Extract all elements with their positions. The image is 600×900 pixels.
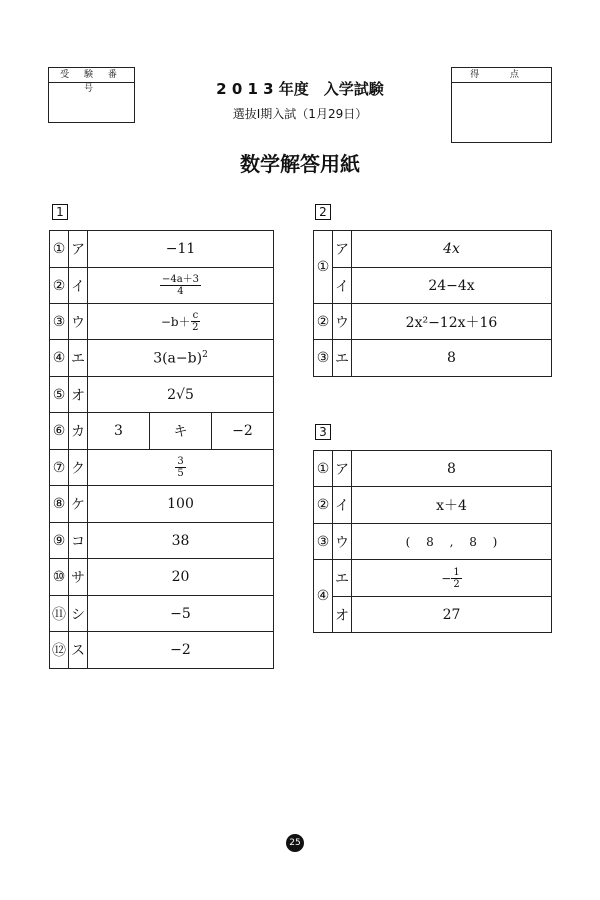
page-number: 25 bbox=[286, 834, 304, 852]
exponent: 2 bbox=[202, 349, 208, 360]
row-kana: オ bbox=[333, 597, 352, 633]
answer-cell[interactable] bbox=[88, 340, 274, 377]
row-kana: ウ bbox=[333, 304, 352, 340]
row-number: ④ bbox=[50, 340, 69, 377]
row-kana: エ bbox=[333, 340, 352, 377]
row-kana: ア bbox=[333, 231, 352, 268]
row-number: ① bbox=[314, 451, 333, 487]
table-row bbox=[50, 450, 274, 486]
table-row bbox=[50, 632, 274, 669]
fraction bbox=[175, 456, 185, 479]
row-kana: コ bbox=[69, 523, 88, 559]
answer-cell[interactable]: 27 bbox=[352, 597, 552, 633]
table-row bbox=[314, 268, 552, 304]
answer-cell[interactable]: 100 bbox=[88, 486, 274, 523]
answer-cell[interactable] bbox=[88, 268, 274, 304]
row-kana: キ bbox=[150, 413, 212, 450]
table-row bbox=[314, 340, 552, 377]
answer-cell[interactable]: −11 bbox=[88, 231, 274, 268]
table-row bbox=[50, 304, 274, 340]
score-label: 得 点 bbox=[452, 68, 551, 83]
section-3-table bbox=[313, 450, 552, 633]
table-row bbox=[50, 413, 274, 450]
table-row bbox=[314, 451, 552, 487]
row-number: ③ bbox=[50, 304, 69, 340]
row-kana: ス bbox=[69, 632, 88, 669]
row-number: ⑥ bbox=[50, 413, 69, 450]
row-kana: ケ bbox=[69, 486, 88, 523]
answer-cell[interactable] bbox=[88, 304, 274, 340]
row-number: ① bbox=[50, 231, 69, 268]
exam-title: 2 0 1 3 年度 入学試験 bbox=[216, 80, 384, 98]
row-kana: イ bbox=[333, 487, 352, 524]
numerator: 1 bbox=[453, 566, 460, 578]
table-row bbox=[314, 597, 552, 633]
row-number: ③ bbox=[314, 524, 333, 560]
answer-text: 3(a−b) bbox=[153, 350, 203, 367]
table-row bbox=[50, 523, 274, 559]
row-kana: エ bbox=[333, 560, 352, 597]
row-number: ② bbox=[50, 268, 69, 304]
row-number: ⑧ bbox=[50, 486, 69, 523]
table-row bbox=[314, 304, 552, 340]
answer-cell[interactable]: 8 bbox=[352, 451, 552, 487]
denominator: 2 bbox=[453, 578, 460, 590]
section-2-label: 2 bbox=[315, 204, 331, 220]
answer-cell[interactable] bbox=[88, 450, 274, 486]
row-number: ① bbox=[314, 231, 333, 304]
row-kana: ア bbox=[333, 451, 352, 487]
row-number: ⑪ bbox=[50, 596, 69, 632]
row-kana: イ bbox=[333, 268, 352, 304]
row-number: ⑦ bbox=[50, 450, 69, 486]
numerator: 3 bbox=[177, 456, 184, 467]
row-kana: ウ bbox=[333, 524, 352, 560]
answer-cell[interactable]: 38 bbox=[88, 523, 274, 559]
answer-cell[interactable]: 24−4x bbox=[352, 268, 552, 304]
table-row bbox=[50, 559, 274, 596]
answer-cell[interactable] bbox=[352, 560, 552, 597]
table-row bbox=[50, 486, 274, 523]
fraction bbox=[451, 567, 461, 590]
answer-cell[interactable]: 8 bbox=[352, 340, 552, 377]
score-box[interactable] bbox=[451, 67, 552, 143]
answer-cell[interactable]: 2√5 bbox=[88, 377, 274, 413]
section-1-table bbox=[49, 230, 274, 669]
row-kana: シ bbox=[69, 596, 88, 632]
numerator: c bbox=[192, 310, 199, 321]
table-row bbox=[314, 560, 552, 597]
row-kana: イ bbox=[69, 268, 88, 304]
answer-cell[interactable]: −2 bbox=[88, 632, 274, 669]
fraction bbox=[191, 310, 201, 333]
row-number: ② bbox=[314, 487, 333, 524]
sheet-title: 数学解答用紙 bbox=[240, 152, 360, 176]
exam-number-label: 受 験 番 号 bbox=[49, 68, 134, 83]
row-kana: カ bbox=[69, 413, 88, 450]
denominator: 4 bbox=[177, 286, 184, 297]
row-kana: エ bbox=[69, 340, 88, 377]
fraction bbox=[160, 274, 201, 297]
answer-prefix: − bbox=[441, 571, 452, 585]
answer-cell[interactable]: 20 bbox=[88, 559, 274, 596]
row-number: ⑨ bbox=[50, 523, 69, 559]
row-number: ⑤ bbox=[50, 377, 69, 413]
row-number: ③ bbox=[314, 340, 333, 377]
answer-cell[interactable]: 2x²−12x＋16 bbox=[352, 304, 552, 340]
table-row bbox=[314, 487, 552, 524]
answer-cell[interactable]: −5 bbox=[88, 596, 274, 632]
row-number: ⑫ bbox=[50, 632, 69, 669]
section-2-table bbox=[313, 230, 552, 377]
table-row bbox=[314, 231, 552, 268]
table-row bbox=[50, 268, 274, 304]
row-kana: ウ bbox=[69, 304, 88, 340]
table-row bbox=[50, 340, 274, 377]
section-3-label: 3 bbox=[315, 424, 331, 440]
answer-cell[interactable]: 3 bbox=[88, 413, 150, 450]
table-row bbox=[50, 231, 274, 268]
row-kana: ア bbox=[69, 231, 88, 268]
exam-subtitle: 選抜Ⅰ期入試（1月29日） bbox=[232, 107, 368, 121]
row-kana: ク bbox=[69, 450, 88, 486]
row-number: ② bbox=[314, 304, 333, 340]
answer-cell[interactable]: 4x bbox=[352, 231, 552, 268]
row-kana: オ bbox=[69, 377, 88, 413]
section-1-label: 1 bbox=[52, 204, 68, 220]
answer-prefix: −b＋ bbox=[160, 315, 191, 329]
denominator: 2 bbox=[192, 322, 199, 333]
denominator: 5 bbox=[177, 468, 184, 479]
answer-cell[interactable]: −2 bbox=[212, 413, 274, 450]
row-number: ④ bbox=[314, 560, 333, 633]
answer-cell[interactable]: ( 8 , 8 ) bbox=[352, 524, 552, 560]
table-row bbox=[50, 596, 274, 632]
table-row bbox=[314, 524, 552, 560]
exam-number-box[interactable] bbox=[48, 67, 135, 123]
answer-cell[interactable]: x＋4 bbox=[352, 487, 552, 524]
numerator: −4a＋3 bbox=[161, 274, 200, 285]
row-number: ⑩ bbox=[50, 559, 69, 596]
table-row bbox=[50, 377, 274, 413]
row-kana: サ bbox=[69, 559, 88, 596]
